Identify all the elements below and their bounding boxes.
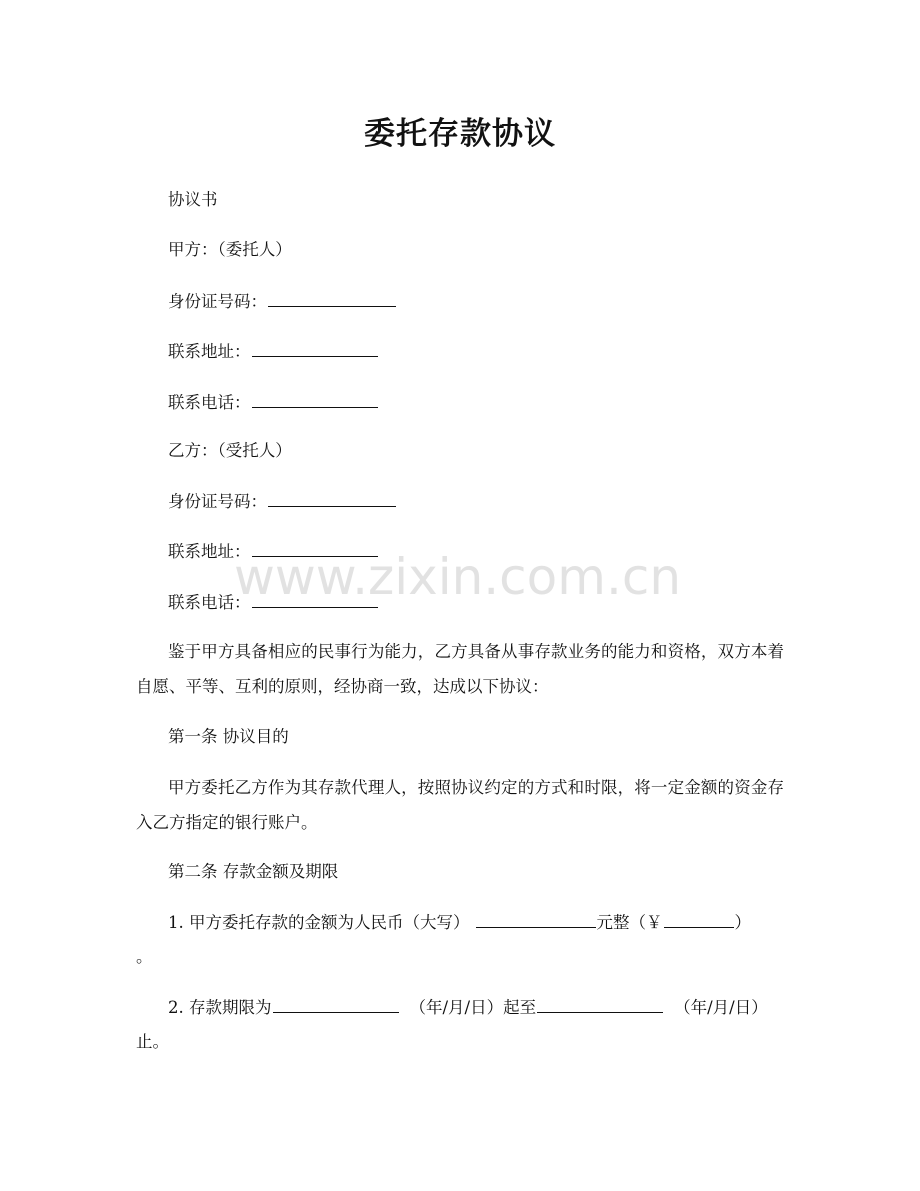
article2-item1-end: 。 xyxy=(136,947,153,966)
article2-item2-text-b: （年/月/日）起至 xyxy=(409,998,537,1017)
party-a-id-blank[interactable] xyxy=(268,289,396,307)
article2-item1-text-c: ） xyxy=(734,913,751,932)
party-a-address-line xyxy=(168,339,379,364)
party-b-phone-label: 联系电话： xyxy=(168,593,251,612)
article2-item2-text-c: （年/月/日） xyxy=(674,998,768,1017)
article2-item1 xyxy=(168,910,751,935)
article1-body: 甲方委托乙方作为其存款代理人，按照协议约定的方式和时限，将一定金额的资金存入乙方指定的银行账户。 xyxy=(136,778,784,832)
preamble-paragraph: 鉴于甲方具备相应的民事行为能力，乙方具备从事存款业务的能力和资格，双方本着自愿、平等、互利的原则，经协商一致，达成以下协议： xyxy=(136,642,784,696)
end-date-blank[interactable] xyxy=(537,995,663,1013)
start-date-blank[interactable] xyxy=(273,995,399,1013)
party-b-id-label: 身份证号码： xyxy=(168,492,267,511)
party-a-id-line xyxy=(168,289,397,314)
party-a-phone-blank[interactable] xyxy=(252,390,378,408)
party-b-label: 乙方：（受托人） xyxy=(168,441,292,460)
article1-heading: 第一条 协议目的 xyxy=(168,727,289,746)
article2-item1-text-b: 元整（￥ xyxy=(596,913,663,932)
party-b-address-line xyxy=(168,539,379,564)
article2-item2-end: 止。 xyxy=(136,1032,169,1051)
party-b-phone-blank[interactable] xyxy=(252,590,378,608)
party-a-id-label: 身份证号码： xyxy=(168,292,267,311)
document-title: 委托存款协议 xyxy=(364,116,556,152)
party-b-id-blank[interactable] xyxy=(268,489,396,507)
party-a-label: 甲方：（委托人） xyxy=(168,240,292,259)
article2-item2-text-a: 2. 存款期限为 xyxy=(168,998,272,1017)
party-a-address-blank[interactable] xyxy=(252,339,378,357)
party-a-phone-line xyxy=(168,390,379,415)
party-a-phone-label: 联系电话： xyxy=(168,393,251,412)
party-b-id-line xyxy=(168,489,397,514)
article2-heading: 第二条 存款金额及期限 xyxy=(168,862,339,881)
party-b-phone-line xyxy=(168,590,379,615)
article2-item2 xyxy=(168,995,768,1020)
watermark: www.zixin.com.cn xyxy=(234,548,682,606)
party-b-address-blank[interactable] xyxy=(252,539,378,557)
party-b-address-label: 联系地址： xyxy=(168,542,251,561)
party-a-address-label: 联系地址： xyxy=(168,342,251,361)
article2-item1-text-a: 1. 甲方委托存款的金额为人民币（大写） xyxy=(168,913,470,932)
intro-label: 协议书 xyxy=(168,190,218,209)
amount-number-blank[interactable] xyxy=(664,910,734,928)
amount-words-blank[interactable] xyxy=(476,910,596,928)
